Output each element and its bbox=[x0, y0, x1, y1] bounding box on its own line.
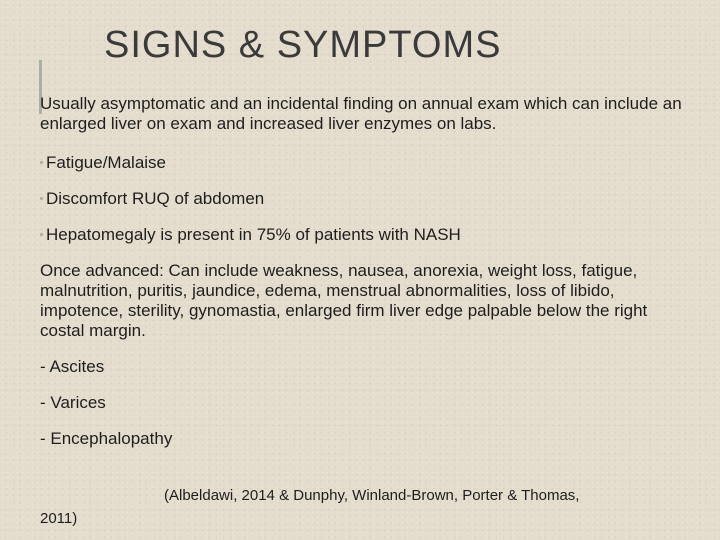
bullet-item: Fatigue/Malaise bbox=[40, 153, 690, 173]
bullet-item: Discomfort RUQ of abdomen bbox=[40, 189, 690, 209]
slide-title: SIGNS & SYMPTOMS bbox=[104, 24, 502, 66]
slide-body bbox=[40, 94, 690, 449]
intro-paragraph: Usually asymptomatic and an incidental finding on annual exam which can include an enlarged liver on exam and increased liver enzymes on labs. bbox=[40, 94, 682, 133]
citation: (Albeldawi, 2014 & Dunphy, Winland-Brown, Porter & Thomas, bbox=[164, 487, 580, 504]
advanced-paragraph: Once advanced: Can include weakness, nausea, anorexia, weight loss, fatigue, malnutrition, puritis, jaundice, edema, menstrual abnormalities, loss of libido, impotence, sterility, gynomastia, enlarged firm liver edge palpable below the right costal margin. bbox=[40, 261, 648, 340]
complication-item: - Encephalopathy bbox=[40, 429, 173, 448]
bullet-item: Hepatomegaly is present in 75% of patients with NASH bbox=[40, 225, 690, 245]
citation-year: 2011) bbox=[40, 510, 78, 527]
complication-item: - Varices bbox=[40, 393, 106, 412]
complication-item: - Ascites bbox=[40, 357, 105, 376]
